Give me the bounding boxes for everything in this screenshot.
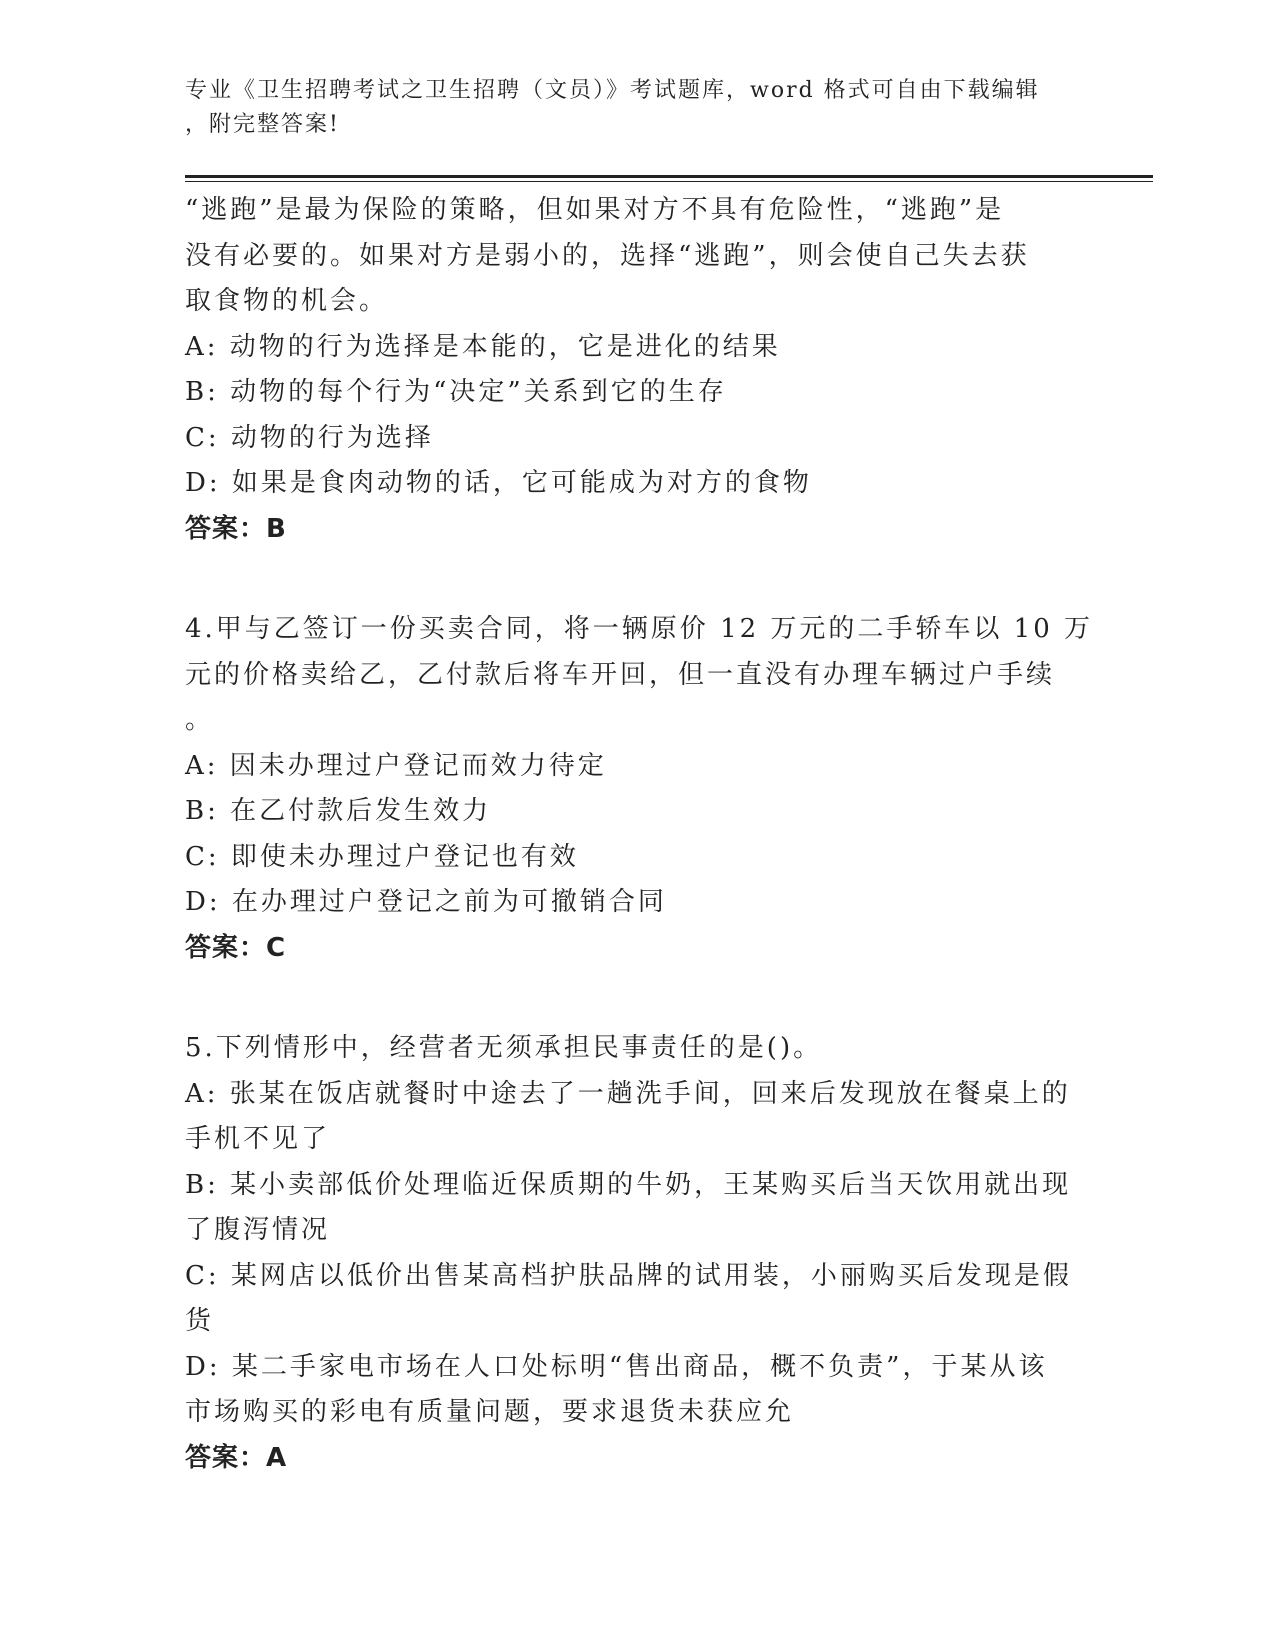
header-divider-thin bbox=[185, 181, 1153, 182]
option-d: D: 在办理过户登记之前为可撤销合同 bbox=[185, 887, 667, 917]
question-stem: 5.下列情形中，经营者无须承担民事责任的是()。 bbox=[185, 1033, 823, 1063]
option-c: C: 动物的行为选择 bbox=[185, 422, 434, 453]
option-b: B: 动物的每个行为“决定”关系到它的生存 bbox=[185, 377, 727, 407]
header-divider bbox=[185, 175, 1153, 178]
option-a: A: 因未办理过户登记而效力待定 bbox=[185, 750, 607, 781]
option-b-continued: 了腹泻情况 bbox=[185, 1215, 331, 1245]
spacer bbox=[185, 971, 1085, 1026]
question-5 bbox=[185, 1026, 1085, 1481]
question-stem: 没有必要的。如果对方是弱小的，选择“逃跑”，则会使自己失去获 bbox=[185, 240, 1030, 271]
document-header bbox=[185, 74, 1065, 142]
question-stem: 4.甲与乙签订一份买卖合同，将一辆原价 12 万元的二手轿车以 10 万 bbox=[185, 614, 1094, 644]
question-stem: 元的价格卖给乙，乙付款后将车开回，但一直没有办理车辆过户手续 bbox=[185, 659, 1056, 690]
question-stem: 取食物的机会。 bbox=[185, 286, 389, 316]
question-stem: “逃跑”是最为保险的策略，但如果对方不具有危险性，“逃跑”是 bbox=[185, 195, 1005, 225]
option-a-continued: 手机不见了 bbox=[185, 1124, 331, 1154]
option-b: B: 在乙付款后发生效力 bbox=[185, 796, 492, 826]
header-line: 专业《卫生招聘考试之卫生招聘（文员）》考试题库，word 格式可自由下载编辑 bbox=[185, 78, 1040, 103]
spacer bbox=[185, 552, 1085, 607]
option-a: A: 张某在饭店就餐时中途去了一趟洗手间，回来后发现放在餐桌上的 bbox=[185, 1078, 1071, 1109]
answer-label: 答案：C bbox=[185, 932, 287, 963]
option-c-continued: 货 bbox=[185, 1306, 215, 1336]
option-c: C: 某网店以低价出售某高档护肤品牌的试用装，小丽购买后发现是假 bbox=[185, 1260, 1072, 1291]
option-d-continued: 市场购买的彩电有质量问题，要求退货未获应允 bbox=[185, 1397, 795, 1427]
question-3 bbox=[185, 188, 1085, 552]
question-4 bbox=[185, 607, 1094, 971]
option-d: D: 某二手家电市场在人口处标明“售出商品，概不负责”，于某从该 bbox=[185, 1351, 1048, 1382]
option-d: D: 如果是食肉动物的话，它可能成为对方的食物 bbox=[185, 468, 812, 498]
header-line: ，附完整答案! bbox=[185, 112, 340, 137]
option-c: C: 即使未办理过户登记也有效 bbox=[185, 841, 579, 872]
answer-label: 答案：B bbox=[185, 513, 287, 544]
question-stem: 。 bbox=[185, 705, 215, 735]
option-b: B: 某小卖部低价处理临近保质期的牛奶，王某购买后当天饮用就出现 bbox=[185, 1169, 1072, 1200]
question-body bbox=[185, 188, 1094, 1481]
answer-label: 答案：A bbox=[185, 1442, 288, 1473]
option-a: A: 动物的行为选择是本能的，它是进化的结果 bbox=[185, 331, 781, 362]
